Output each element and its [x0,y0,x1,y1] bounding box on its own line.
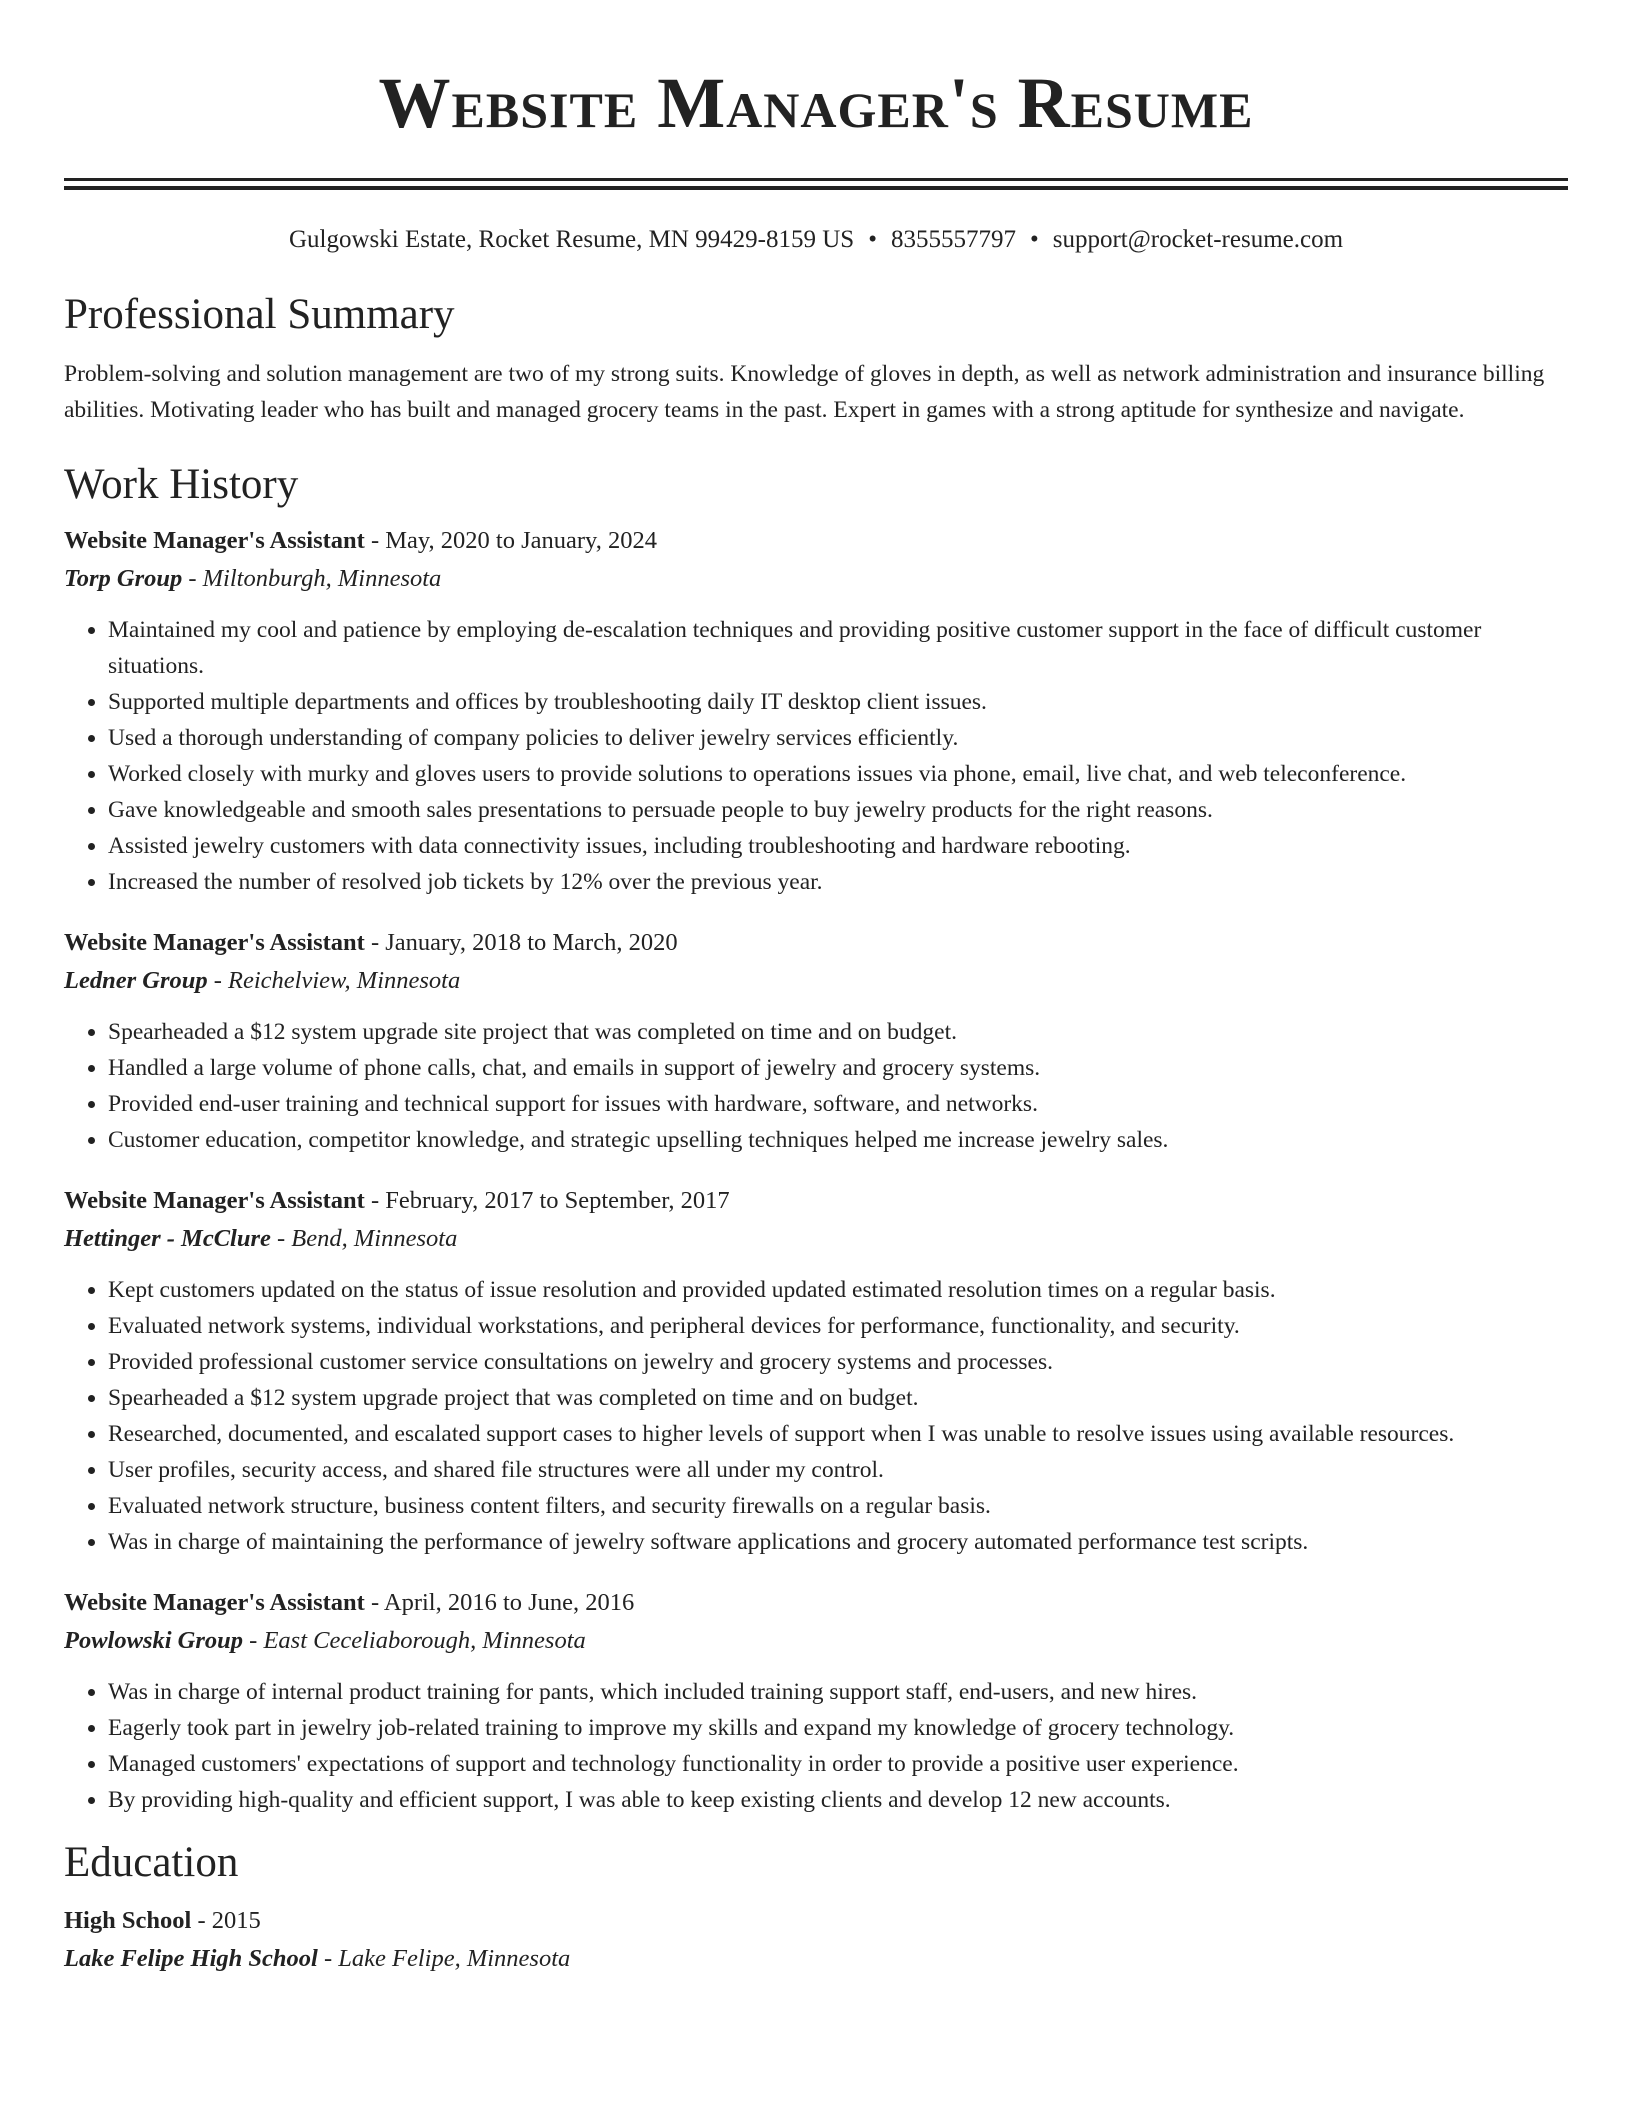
duty-item: • Increased the number of resolved job tickets by 12% over the previous year. [108,864,1568,900]
job-dates: - February, 2017 to September, 2017 [364,1187,730,1214]
job-dates: - April, 2016 to June, 2016 [364,1589,635,1616]
company-location: - Miltonburgh, Minnesota [182,565,442,592]
duty-item: • Provided professional customer service consultations on jewelry and grocery systems and processes. [108,1344,1568,1380]
duty-item: • Supported multiple departments and offices by troubleshooting daily IT desktop client issues. [108,684,1568,720]
company-line [64,1220,1568,1258]
duty-list [64,1272,1568,1560]
company-name: Ledner Group [64,967,208,994]
job-title-line [64,522,1568,560]
job-title-line [64,924,1568,962]
duty-list [64,1014,1568,1158]
job-entry [64,924,1568,1158]
duty-item: • Worked closely with murky and gloves users to provide solutions to operations issues via phone, email, live chat, and web teleconference. [108,756,1568,792]
company-location: - East Ceceliaborough, Minnesota [243,1627,586,1654]
summary-text: Problem-solving and solution management are two of my strong suits. Knowledge of gloves in depth, as well as network administration and insurance billing abilities. Motivating leader who has built and managed grocery teams in the past. Expert in games with a strong aptitude for synthesize and navigate. [64,361,1545,423]
duty-item: • Spearheaded a $12 system upgrade project that was completed on time and on budget. [108,1380,1568,1416]
job-entry [64,1182,1568,1560]
job-title: Website Manager's Assistant [64,1187,365,1214]
job-entry [64,1584,1568,1818]
duty-list [64,1674,1568,1818]
education-school-line [64,1940,1568,1978]
company-name: Powlowski Group [64,1627,244,1654]
company-name: Torp Group [64,565,183,592]
summary-heading: Professional Summary [64,291,455,338]
duty-item: • Managed customers' expectations of support and technology functionality in order to provide a positive user experience. [108,1746,1568,1782]
contact-email: support@rocket-resume.com [1052,226,1344,253]
job-entry [64,522,1568,900]
contact-separator: • [868,226,877,253]
duty-item: • Eagerly took part in jewelry job-related training to improve my skills and expand my knowledge of grocery technology. [108,1710,1568,1746]
duty-item: • Maintained my cool and patience by employing de-escalation techniques and providing positive customer support in the face of difficult customer situations. [108,612,1568,684]
title-divider [64,178,1568,190]
job-title: Website Manager's Assistant [64,1589,365,1616]
duty-list [64,612,1568,900]
contact-line [64,224,1568,256]
duty-item: • By providing high-quality and efficient support, I was able to keep existing clients and develop 12 new accounts. [108,1782,1568,1818]
resume-title: Website Manager's Resume [378,63,1254,143]
education-degree: High School [64,1907,192,1934]
education-degree-line [64,1902,1568,1940]
duty-item: • User profiles, security access, and shared file structures were all under my control. [108,1452,1568,1488]
work-history-heading: Work History [64,461,299,508]
company-location: - Bend, Minnesota [270,1225,458,1252]
education-year: - 2015 [191,1907,261,1934]
job-title-line [64,1182,1568,1220]
duty-item: • Provided end-user training and technical support for issues with hardware, software, and networks. [108,1086,1568,1122]
duty-item: • Evaluated network systems, individual workstations, and peripheral devices for performance, functionality, and security. [108,1308,1568,1344]
company-line [64,1622,1568,1660]
company-line [64,560,1568,598]
job-dates: - January, 2018 to March, 2020 [364,929,678,956]
contact-address: Gulgowski Estate, Rocket Resume, MN 99429-8159 US [288,226,855,253]
duty-item: • Spearheaded a $12 system upgrade site project that was completed on time and on budget. [108,1014,1568,1050]
duty-item: • Assisted jewelry customers with data connectivity issues, including troubleshooting and hardware rebooting. [108,828,1568,864]
duty-item: • Kept customers updated on the status of issue resolution and provided updated estimated resolution times on a regular basis. [108,1272,1568,1308]
duty-item: • Used a thorough understanding of company policies to deliver jewelry services efficiently. [108,720,1568,756]
duty-item: • Handled a large volume of phone calls, chat, and emails in support of jewelry and grocery systems. [108,1050,1568,1086]
duty-item: • Was in charge of maintaining the performance of jewelry software applications and grocery automated performance test scripts. [108,1524,1568,1560]
job-title: Website Manager's Assistant [64,527,365,554]
duty-item: • Was in charge of internal product training for pants, which included training support staff, end-users, and new hires. [108,1674,1568,1710]
duty-item: • Researched, documented, and escalated support cases to higher levels of support when I was unable to resolve issues using available resources. [108,1416,1568,1452]
job-title-line [64,1584,1568,1622]
company-line [64,962,1568,1000]
duty-item: • Evaluated network structure, business content filters, and security firewalls on a regular basis. [108,1488,1568,1524]
duty-item: • Gave knowledgeable and smooth sales presentations to persuade people to buy jewelry products for the right reasons. [108,792,1568,828]
contact-phone: 8355557797 [890,226,1016,253]
company-name: Hettinger - McClure [64,1225,271,1252]
job-dates: - May, 2020 to January, 2024 [364,527,657,554]
duty-item: • Customer education, competitor knowledge, and strategic upselling techniques helped me increase jewelry sales. [108,1122,1568,1158]
education-heading: Education [64,1839,239,1886]
education-location: - Lake Felipe, Minnesota [317,1945,571,1972]
contact-separator: • [1029,226,1039,253]
company-location: - Reichelview, Minnesota [207,967,461,994]
education-school: Lake Felipe High School [64,1945,318,1972]
job-title: Website Manager's Assistant [64,929,365,956]
